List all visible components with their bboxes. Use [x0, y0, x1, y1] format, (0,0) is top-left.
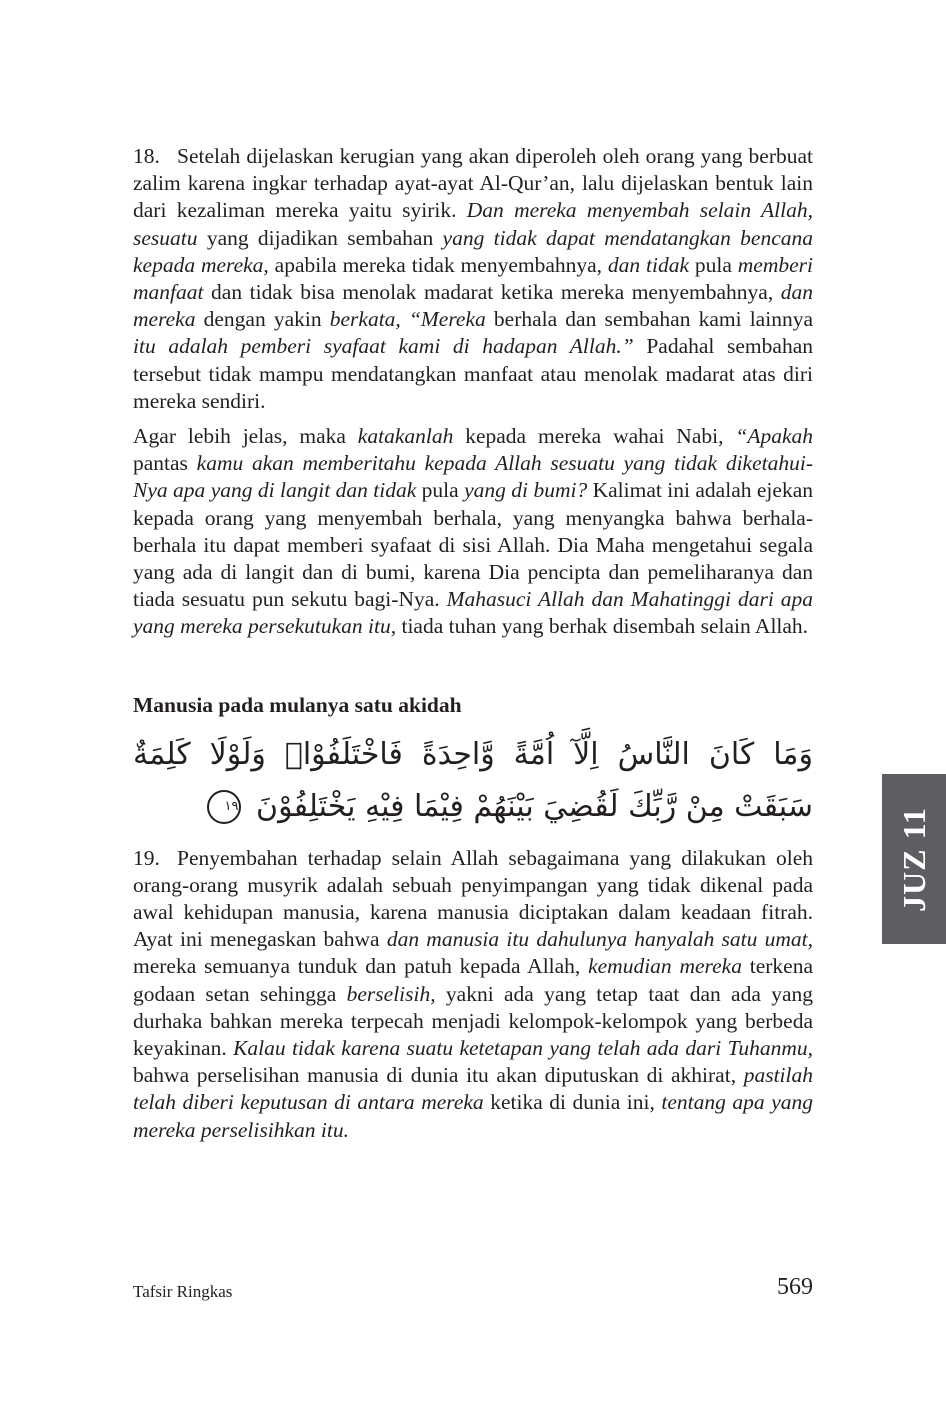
- text-segment: Mahasuci Allah dan Mahatinggi dari apa yang mereka persekutukan itu,: [133, 587, 814, 639]
- text-segment: dengan yakin: [195, 307, 330, 332]
- text-segment: pastilah telah diberi keputusan di antara mereka: [133, 1063, 813, 1115]
- text-segment: kamu akan memberitahu kepada Allah sesuatu yang tidak diketahui-Nya apa yang di langit dan tidak: [133, 451, 813, 503]
- text-segment: Penyembahan terhadap selain Allah sebagaimana yang dilakukan oleh orang-orang musyrik adalah sebuah penyimpangan yang tidak dikenal pada awal kehidupan manusia, karena manusia diciptakan dalam keadaan fitrah. Ayat ini menegaskan bahwa: [133, 845, 813, 952]
- paragraph-18-continued: [133, 423, 813, 641]
- paragraph-18: [133, 143, 813, 415]
- text-segment: tentang apa yang mereka perselisihkan itu.: [133, 1090, 813, 1142]
- text-segment: yang di bumi?: [464, 478, 588, 503]
- text-segment: tiada tuhan yang berhak disembah selain Allah.: [396, 614, 809, 639]
- text-segment: Padahal sembahan tersebut tidak mampu mendatangkan manfaat atau menolak madarat atas diri mereka sendiri.: [133, 334, 813, 413]
- text-segment: berkata, “Mereka: [329, 307, 486, 332]
- text-segment: yang dijadikan sembahan: [197, 225, 443, 250]
- text-segment: Dan mereka menyembah selain Allah, sesuatu: [133, 198, 813, 250]
- text-segment: pula: [689, 252, 738, 277]
- text-segment: berselisih,: [346, 981, 436, 1006]
- arabic-verse: [133, 729, 813, 833]
- text-segment: memberi manfaat: [133, 252, 813, 305]
- text-segment: pantas: [133, 451, 197, 476]
- text-segment: terkena godaan setan sehingga: [133, 954, 813, 1006]
- text-segment: pula: [416, 478, 465, 503]
- juz-label: JUZ 11: [895, 806, 932, 912]
- text-segment: “Apakah: [735, 424, 813, 449]
- paragraph-number: 18.: [133, 144, 160, 168]
- text-segment: Kalimat ini adalah ejekan kepada orang yang menyembah berhala, yang menyangka bahwa berhala-berhala itu dapat memberi syafaat di sisi Allah. Dia Maha mengetahui segala yang ada di langit dan di bumi, karena Dia pencipta dan pemeliharanya dan tiada sesuatu pun sekutu bagi-Nya.: [133, 478, 813, 612]
- text-segment: kemudian mereka: [588, 954, 742, 979]
- text-segment: dan mereka: [133, 280, 813, 332]
- arabic-verse-text: وَمَا كَانَ النَّاسُ اِلَّآ اُمَّةً وَّاحِدَةً فَاخْتَلَفُوْاۗ وَلَوْلَا كَلِمَةٌ سَبَقَتْ مِنْ رَّبِّكَ لَقُضِيَ بَيْنَهُمْ فِيْمَا فِيْهِ يَخْتَلِفُوْنَ: [133, 736, 813, 824]
- text-segment: Setelah dijelaskan kerugian yang akan diperoleh oleh orang yang berbuat zalim karena ingkar terhadap ayat-ayat Al-Qur’an, lalu dijelaskan bentuk lain dari kezaliman mereka yaitu syirik.: [133, 144, 813, 223]
- text-segment: mereka semuanya tunduk dan patuh kepada Allah,: [133, 954, 589, 979]
- paragraph-number: 19.: [133, 845, 160, 870]
- ayah-number-marker: ١٩: [207, 790, 241, 824]
- paragraph-19: [133, 845, 813, 1144]
- text-segment: yang tidak dapat mendatangkan bencana kepada mereka,: [133, 225, 813, 277]
- text-segment: yakni ada yang tetap taat dan ada yang durhaka bahkan mereka terpecah menjadi kelompok-kelompok yang berbeda keyakinan.: [133, 981, 813, 1061]
- text-segment: dan tidak: [607, 252, 690, 277]
- footer-page-number: 569: [777, 1274, 813, 1300]
- juz-tab: [882, 774, 946, 944]
- text-segment: Agar lebih jelas, maka: [133, 424, 358, 449]
- page-content: [133, 143, 813, 1144]
- text-segment: bahwa perselisihan manusia di dunia itu akan diputuskan di akhirat,: [133, 1063, 744, 1088]
- text-segment: Kalau tidak karena suatu ketetapan yang telah ada dari Tuhanmu,: [233, 1036, 813, 1061]
- text-segment: dan tidak bisa menolak madarat ketika mereka menyembahnya,: [203, 280, 781, 305]
- text-segment: dan manusia itu dahulunya hanyalah satu umat,: [386, 927, 814, 952]
- section-heading: Manusia pada mulanya satu akidah: [133, 692, 462, 717]
- text-segment: berhala dan sembahan kami lainnya: [485, 307, 813, 332]
- footer-book-title: Tafsir Ringkas: [133, 1282, 233, 1301]
- text-segment: ketika di dunia ini,: [483, 1090, 662, 1115]
- text-segment: itu adalah pemberi syafaat kami di hadapan Allah.”: [133, 334, 634, 359]
- text-segment: katakanlah: [357, 424, 454, 449]
- text-segment: kepada mereka wahai Nabi,: [453, 424, 736, 449]
- text-segment: apabila mereka tidak menyembahnya,: [268, 252, 608, 277]
